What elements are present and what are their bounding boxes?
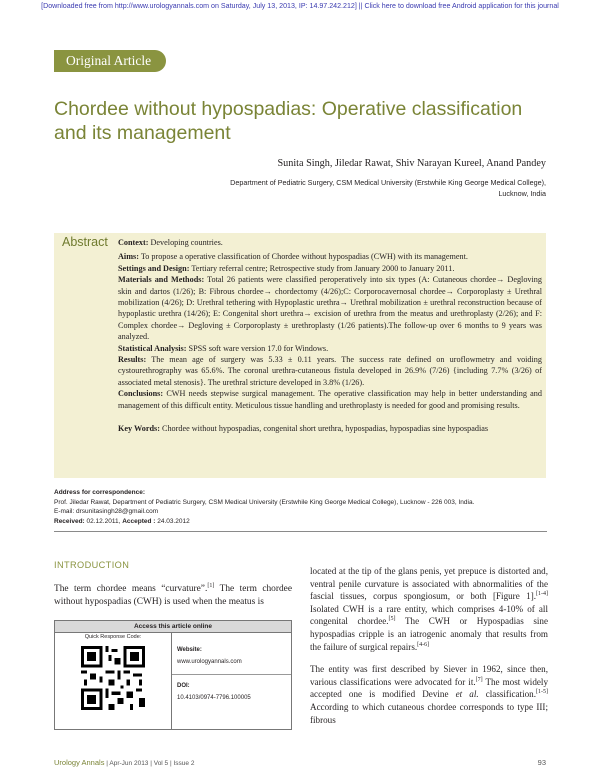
doi-link[interactable]: 10.4103/0974-7796.100005 bbox=[177, 695, 251, 701]
article-title: Chordee without hypospadias: Operative classification and its management bbox=[54, 98, 523, 144]
author-list: Sunita Singh, Jiledar Rawat, Shiv Narayan Kureel, Anand Pandey bbox=[277, 158, 546, 169]
page-footer bbox=[54, 758, 194, 767]
ref-1-5[interactable]: [1-5] bbox=[535, 689, 548, 696]
stats-heading: Statistical Analysis: bbox=[118, 343, 187, 353]
aims-heading: Aims: bbox=[118, 252, 139, 262]
correspondence-address: Prof. Jiledar Rawat, Department of Pediatric Surgery, CSM Medical University (Erstwhile King George Medical College), Lucknow - 226 003, India. bbox=[54, 498, 475, 506]
p2-text-d: According to which cutaneous chordee corresponds to type III; fibrous bbox=[310, 701, 548, 725]
info-separator bbox=[172, 674, 291, 675]
ref-7[interactable]: [7] bbox=[475, 676, 483, 683]
correspondence-email[interactable]: E-mail: drsunitasingh28@gmail.com bbox=[54, 508, 159, 516]
setting-heading: Settings and Design: bbox=[118, 263, 190, 273]
introduction-heading: INTRODUCTION bbox=[54, 560, 130, 570]
doi-label: DOI: bbox=[177, 683, 190, 689]
p2-text-a: The entity was first described by Siever in 1962, since then, various classifications were advocated for it. bbox=[310, 664, 548, 687]
abstract-results bbox=[118, 354, 542, 388]
received-accepted-line bbox=[54, 517, 554, 527]
received-heading: Received: bbox=[54, 517, 85, 525]
p2-text-b: The most widely accepted one is modified Devine bbox=[310, 676, 548, 700]
affiliation-line-2: Lucknow, India bbox=[498, 188, 546, 198]
context-heading: Context: bbox=[118, 238, 149, 247]
conclusions-heading: Conclusions: bbox=[118, 389, 164, 399]
intro-text-b: The term chordee without hypospadias (CWH) is used when the meatus is bbox=[54, 584, 292, 607]
page-number: 93 bbox=[537, 758, 546, 767]
abstract-label: Abstract bbox=[62, 235, 108, 249]
access-box-header: Access this article online bbox=[55, 621, 291, 633]
aims-text: To propose a operative classification of Chordee without hypospadias (CWH) with its management. bbox=[138, 252, 468, 262]
qr-column bbox=[55, 632, 172, 729]
journal-name: Urology Annals bbox=[54, 758, 105, 767]
body-right-column bbox=[310, 565, 548, 736]
correspondence-block bbox=[54, 488, 554, 526]
introduction-text bbox=[54, 583, 292, 608]
ref-1[interactable]: [1] bbox=[207, 582, 215, 589]
accepted-heading: Accepted : bbox=[122, 517, 156, 525]
abstract-body bbox=[118, 237, 542, 435]
access-online-box bbox=[54, 620, 292, 730]
article-type-tag: Original Article bbox=[54, 50, 166, 72]
keywords-heading: Key Words: bbox=[118, 424, 160, 434]
setting-text: Tertiary referral centre; Retrospective study from January 2000 to January 2011. bbox=[189, 263, 455, 273]
p1-text-a: located at the tip of the glans penis, yet prepuce is distorted and, ventral penile curvature is associated with abnormalities of the fascial tissues, corpus spongiosum, or both [Figure 1]. bbox=[310, 566, 548, 602]
abstract-keywords bbox=[118, 423, 542, 434]
conclusions-text: CWH needs stepwise surgical management. The operative classification may help in better understanding and management of this difficult entity. Meticulous tissue handling and urethroplasty is needed for good and promising results. bbox=[118, 389, 542, 410]
abstract-stats bbox=[118, 343, 542, 354]
affiliation bbox=[126, 178, 546, 199]
methods-text: Total 26 patients were classified peroperatively into six types (A: Cutaneous chordee→ Degloving skin and dartos (1/26); B: Fibrous chordee→ chordectomy (4/26);C: Corporocavernosal chordee→ Corporoplasty ± Urethral mobilization (4/26); D: Urethral tethering with Hypoplastic urethra→ Urethral mobilization ± urethral reconstruction because of hypoplastic urethra (14/26); E: Congenital short urethra→ excision of urethra from the meatus and urethroplasty (2/26); and F: Complex chordee→ Degloving ± Corporoplasty ± urethroplasty (1/26 patients).The follow-up over 6 months to 9 years was analyzed. bbox=[118, 275, 542, 342]
intro-text-a: The term chordee means “curvature”. bbox=[54, 584, 208, 594]
abstract-setting bbox=[118, 263, 542, 274]
qr-code-icon[interactable] bbox=[81, 646, 145, 710]
abstract-conclusions bbox=[118, 388, 542, 411]
download-banner[interactable]: [Downloaded free from http://www.urologyannals.com on Saturday, July 13, 2013, IP: 14.97.242.212] || Click here to download free Android application for this journal bbox=[41, 2, 559, 10]
correspondence-heading: Address for correspondence: bbox=[54, 489, 146, 496]
stats-text: SPSS soft ware version 17.0 for Windows. bbox=[186, 343, 329, 353]
abstract-methods bbox=[118, 274, 542, 342]
accepted-date: 24.03.2012 bbox=[155, 517, 190, 525]
p2-et-al: et al. bbox=[455, 689, 479, 700]
paragraph-1 bbox=[310, 565, 548, 653]
paragraph-2 bbox=[310, 663, 548, 726]
ref-4-6[interactable]: [4-6] bbox=[417, 641, 430, 648]
keywords-text: Chordee without hypospadias, congenital short urethra, hypospadias, hypospadias sine hypospadias bbox=[159, 424, 489, 434]
qr-label: Quick Response Code: bbox=[84, 634, 142, 640]
ref-5[interactable]: [5] bbox=[388, 616, 396, 623]
results-heading: Results: bbox=[118, 355, 147, 365]
ref-1-4[interactable]: [1-4] bbox=[536, 591, 548, 598]
abstract-context bbox=[118, 237, 542, 248]
context-text: Developing countries. bbox=[148, 238, 223, 247]
website-label: Website: bbox=[177, 647, 202, 653]
methods-heading: Materials and Methods: bbox=[118, 275, 205, 285]
issue-info: | Apr-Jun 2013 | Vol 5 | Issue 2 bbox=[104, 760, 195, 767]
affiliation-line-1: Department of Pediatric Surgery, CSM Medical University (Erstwhile King George Medical College), bbox=[230, 178, 546, 187]
p1-text-b: Isolated CWH is a rare entity, which comprises 4-10% of all congenital chordee. bbox=[310, 603, 548, 627]
p2-text-c: classification. bbox=[478, 689, 536, 700]
website-link[interactable]: www.urologyannals.com bbox=[177, 659, 242, 665]
abstract-aims bbox=[118, 251, 542, 262]
p1-text-c: The CWH or Hypospadias sine hypospadias cripple is an iatrogenic anomaly that results from the failure of surgical repairs. bbox=[310, 616, 548, 652]
results-text: The mean age of surgery was 5.33 ± 0.11 years. The success rate defined on uroflowmetry and voiding cystourethrography was 65.6%. The coronal urethra-cutaneous fistula developed in 26.9% (7/26) {including 7.7% (3/26) of associated metal stenosis}. The urethral stricture developed in 3.8% (1/26). bbox=[118, 355, 542, 387]
divider bbox=[54, 531, 547, 532]
received-date: 02.12.2011, bbox=[84, 517, 123, 525]
